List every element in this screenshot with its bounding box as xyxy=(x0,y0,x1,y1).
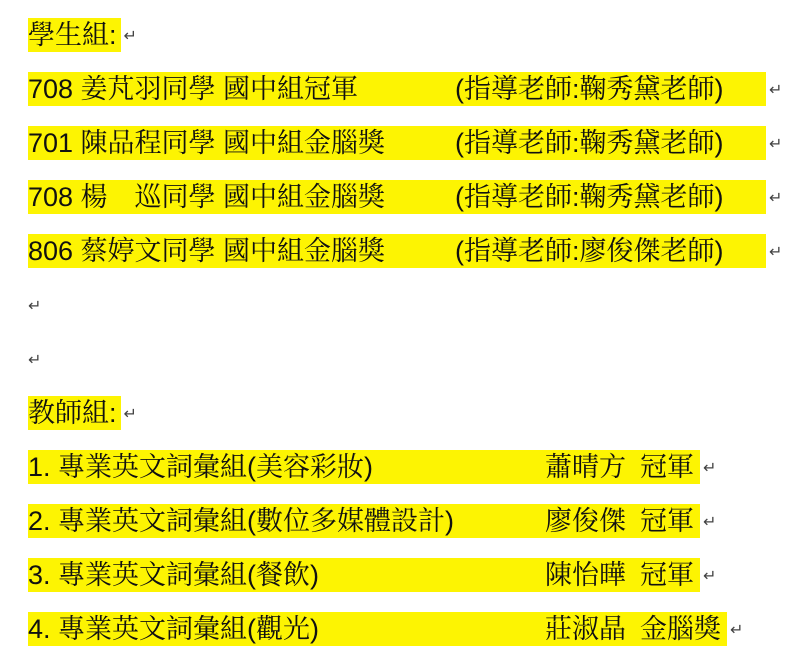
teacher-name-text: 莊淑晶 xyxy=(545,614,626,644)
paragraph-mark-icon: ↵ xyxy=(730,622,744,639)
student-row-line xyxy=(28,126,800,160)
teacher-row xyxy=(28,612,727,646)
paragraph-mark-icon: ↵ xyxy=(123,28,137,45)
teacher-row xyxy=(28,504,700,538)
paragraph-mark-icon: ↵ xyxy=(28,298,42,315)
student-row-line xyxy=(28,72,800,106)
paragraph-mark-icon: ↵ xyxy=(703,514,717,531)
teacher-category-text: 4. 專業英文詞彙組(觀光) xyxy=(28,614,320,644)
teacher-award-text: 冠軍 xyxy=(640,506,694,536)
student-instructor-text: (指導老師:鞠秀黛老師) xyxy=(455,182,724,212)
teacher-row xyxy=(28,450,700,484)
student-row xyxy=(28,234,766,268)
teacher-award-text: 冠軍 xyxy=(640,452,694,482)
teacher-row-line xyxy=(28,450,800,484)
teacher-row-line xyxy=(28,612,800,646)
student-award-text: 708 姜芃羽同學 國中組冠軍 xyxy=(28,74,359,104)
empty-paragraph xyxy=(28,288,800,322)
teacher-section-heading: 教師組: xyxy=(28,396,121,430)
teacher-row-line xyxy=(28,558,800,592)
teacher-award-text: 金腦獎 xyxy=(640,614,721,644)
teacher-name-text: 陳怡曄 xyxy=(545,560,626,590)
teacher-section-heading-line xyxy=(28,396,800,430)
teacher-category-text: 3. 專業英文詞彙組(餐飲) xyxy=(28,560,320,590)
student-row-line xyxy=(28,180,800,214)
paragraph-mark-icon: ↵ xyxy=(703,568,717,585)
paragraph-mark-icon: ↵ xyxy=(769,82,783,99)
student-row-line xyxy=(28,234,800,268)
student-section-heading-line xyxy=(28,18,800,52)
teacher-category-text: 1. 專業英文詞彙組(美容彩妝) xyxy=(28,452,374,482)
teacher-award-text: 冠軍 xyxy=(640,560,694,590)
student-row xyxy=(28,72,766,106)
student-award-text: 708 楊 巡同學 國中組金腦獎 xyxy=(28,182,386,212)
student-award-text: 701 陳品程同學 國中組金腦獎 xyxy=(28,128,386,158)
student-instructor-text: (指導老師:鞠秀黛老師) xyxy=(455,128,724,158)
paragraph-mark-icon: ↵ xyxy=(123,406,137,423)
paragraph-mark-icon: ↵ xyxy=(703,460,717,477)
paragraph-mark-icon: ↵ xyxy=(769,190,783,207)
teacher-name-text: 廖俊傑 xyxy=(545,506,626,536)
student-award-text: 806 蔡婷文同學 國中組金腦獎 xyxy=(28,236,386,266)
teacher-category-text: 2. 專業英文詞彙組(數位多媒體設計) xyxy=(28,506,455,536)
paragraph-mark-icon: ↵ xyxy=(769,244,783,261)
student-instructor-text: (指導老師:鞠秀黛老師) xyxy=(455,74,724,104)
teacher-name-text: 蕭晴方 xyxy=(545,452,626,482)
student-row xyxy=(28,126,766,160)
teacher-row-line xyxy=(28,504,800,538)
student-section-heading: 學生組: xyxy=(28,18,121,52)
paragraph-mark-icon: ↵ xyxy=(28,352,42,369)
empty-paragraph xyxy=(28,342,800,376)
student-instructor-text: (指導老師:廖俊傑老師) xyxy=(455,236,724,266)
paragraph-mark-icon: ↵ xyxy=(769,136,783,153)
student-row xyxy=(28,180,766,214)
teacher-row xyxy=(28,558,700,592)
